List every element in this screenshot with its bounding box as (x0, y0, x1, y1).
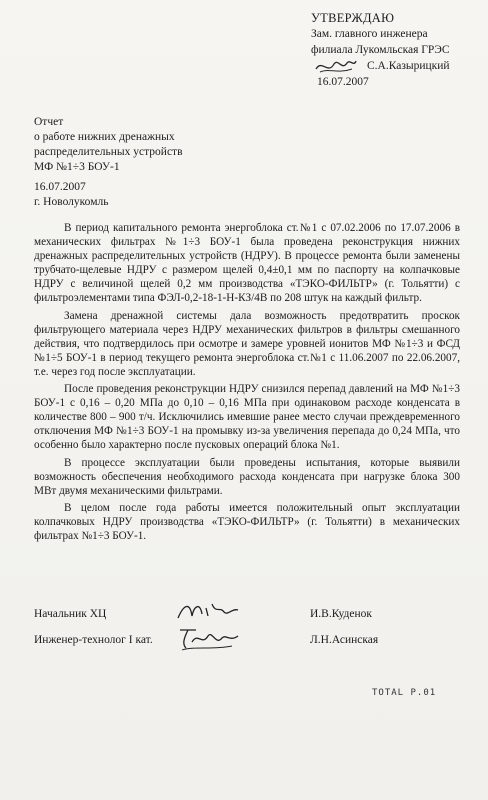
paragraph: В процессе эксплуатации были проведены испытания, которые выявили возможность обеспечения необходимого расхода конденсата при нагрузке блока 300 МВт двумя механическими фильтрами. (34, 456, 460, 497)
handwritten-signature-icon (172, 624, 246, 652)
report-body (34, 221, 460, 546)
report-place: г. Новолукомль (34, 196, 109, 208)
signature-role: Инженер-технолог I кат. (34, 634, 153, 646)
approval-signature-icon (312, 55, 358, 77)
paragraph: В период капитального ремонта энергоблока ст.№1 с 07.02.2006 по 17.07.2006 в механических фильтрах №1÷3 БОУ-1 была проведена реконструкция нижних дренажных распределительных устройств (НДРУ). В процессе ремонта были заменены трубчато-щелевые НДРУ с размером щелей 0,4±0,1 мм по паспорту на колпачковые НДРУ с величиной щелей 0,2 мм производства «ТЭКО-ФИЛЬТР» (г. Тольятти) с фильтроэлементами типа ФЭЛ-0,2-18-1-Н-КЗ/4В по 208 штук на каждый фильтр. (34, 222, 460, 305)
report-date: 16.07.2007 (34, 181, 86, 193)
title-line: Отчет (34, 116, 64, 128)
signature-row (34, 632, 474, 652)
fax-footer: TOTAL P.01 (372, 688, 437, 698)
title-line: распределительных устройств (34, 146, 183, 158)
report-meta (34, 180, 234, 210)
approval-organization: филиала Лукомльская ГРЭС (311, 44, 450, 56)
paragraph: Замена дренажной системы дала возможность предотвратить проскок фильтрующего материала через НДРУ механических фильтров в фильтры смешанного действия, что подтвердилось при осмотре и замере уровней ионитов МФ №1÷3 и ФСД №1÷5 БОУ-1 в период текущего ремонта энергоблока ст.№1 с 11.06.2007 по 22.06.2007, т.е. через год после эксплуатации. (34, 309, 460, 378)
signature-row (34, 606, 474, 626)
report-title (34, 115, 274, 175)
approval-block (311, 10, 481, 90)
approval-heading: УТВЕРЖДАЮ (311, 11, 395, 25)
signature-name: И.В.Куденок (310, 608, 373, 620)
handwritten-signature-icon (172, 598, 246, 624)
paragraph: В целом после года работы имеется положительный опыт эксплуатации колпачковых НДРУ производства «ТЭКО-ФИЛЬТР» (г. Тольятти) в механических фильтрах №1÷3 БОУ-1. (34, 501, 460, 542)
title-line: о работе нижних дренажных (34, 131, 175, 143)
signature-name: Л.Н.Асинская (310, 634, 379, 646)
approval-date: 16.07.2007 (317, 76, 369, 88)
approval-signer: С.А.Казырицкий (367, 60, 450, 72)
signature-role: Начальник ХЦ (34, 608, 107, 620)
title-line: МФ №1÷3 БОУ-1 (34, 161, 120, 173)
paragraph: После проведения реконструкции НДРУ снизился перепад давлений на МФ №1÷3 БОУ-1 с 0,16 – 0,20 МПа до 0,10 – 0,16 МПа при одинаковом расходе конденсата в количестве 800 – 900 т/ч. Исключились имевшие ранее место случаи преждевременного отключения МФ №1÷3 БОУ-1 на промывку из-за увеличения перепада до 0,24 МПа, что особенно было характерно после пусковых операций блока №1. (34, 383, 460, 452)
approval-position: Зам. главного инженера (311, 28, 428, 40)
